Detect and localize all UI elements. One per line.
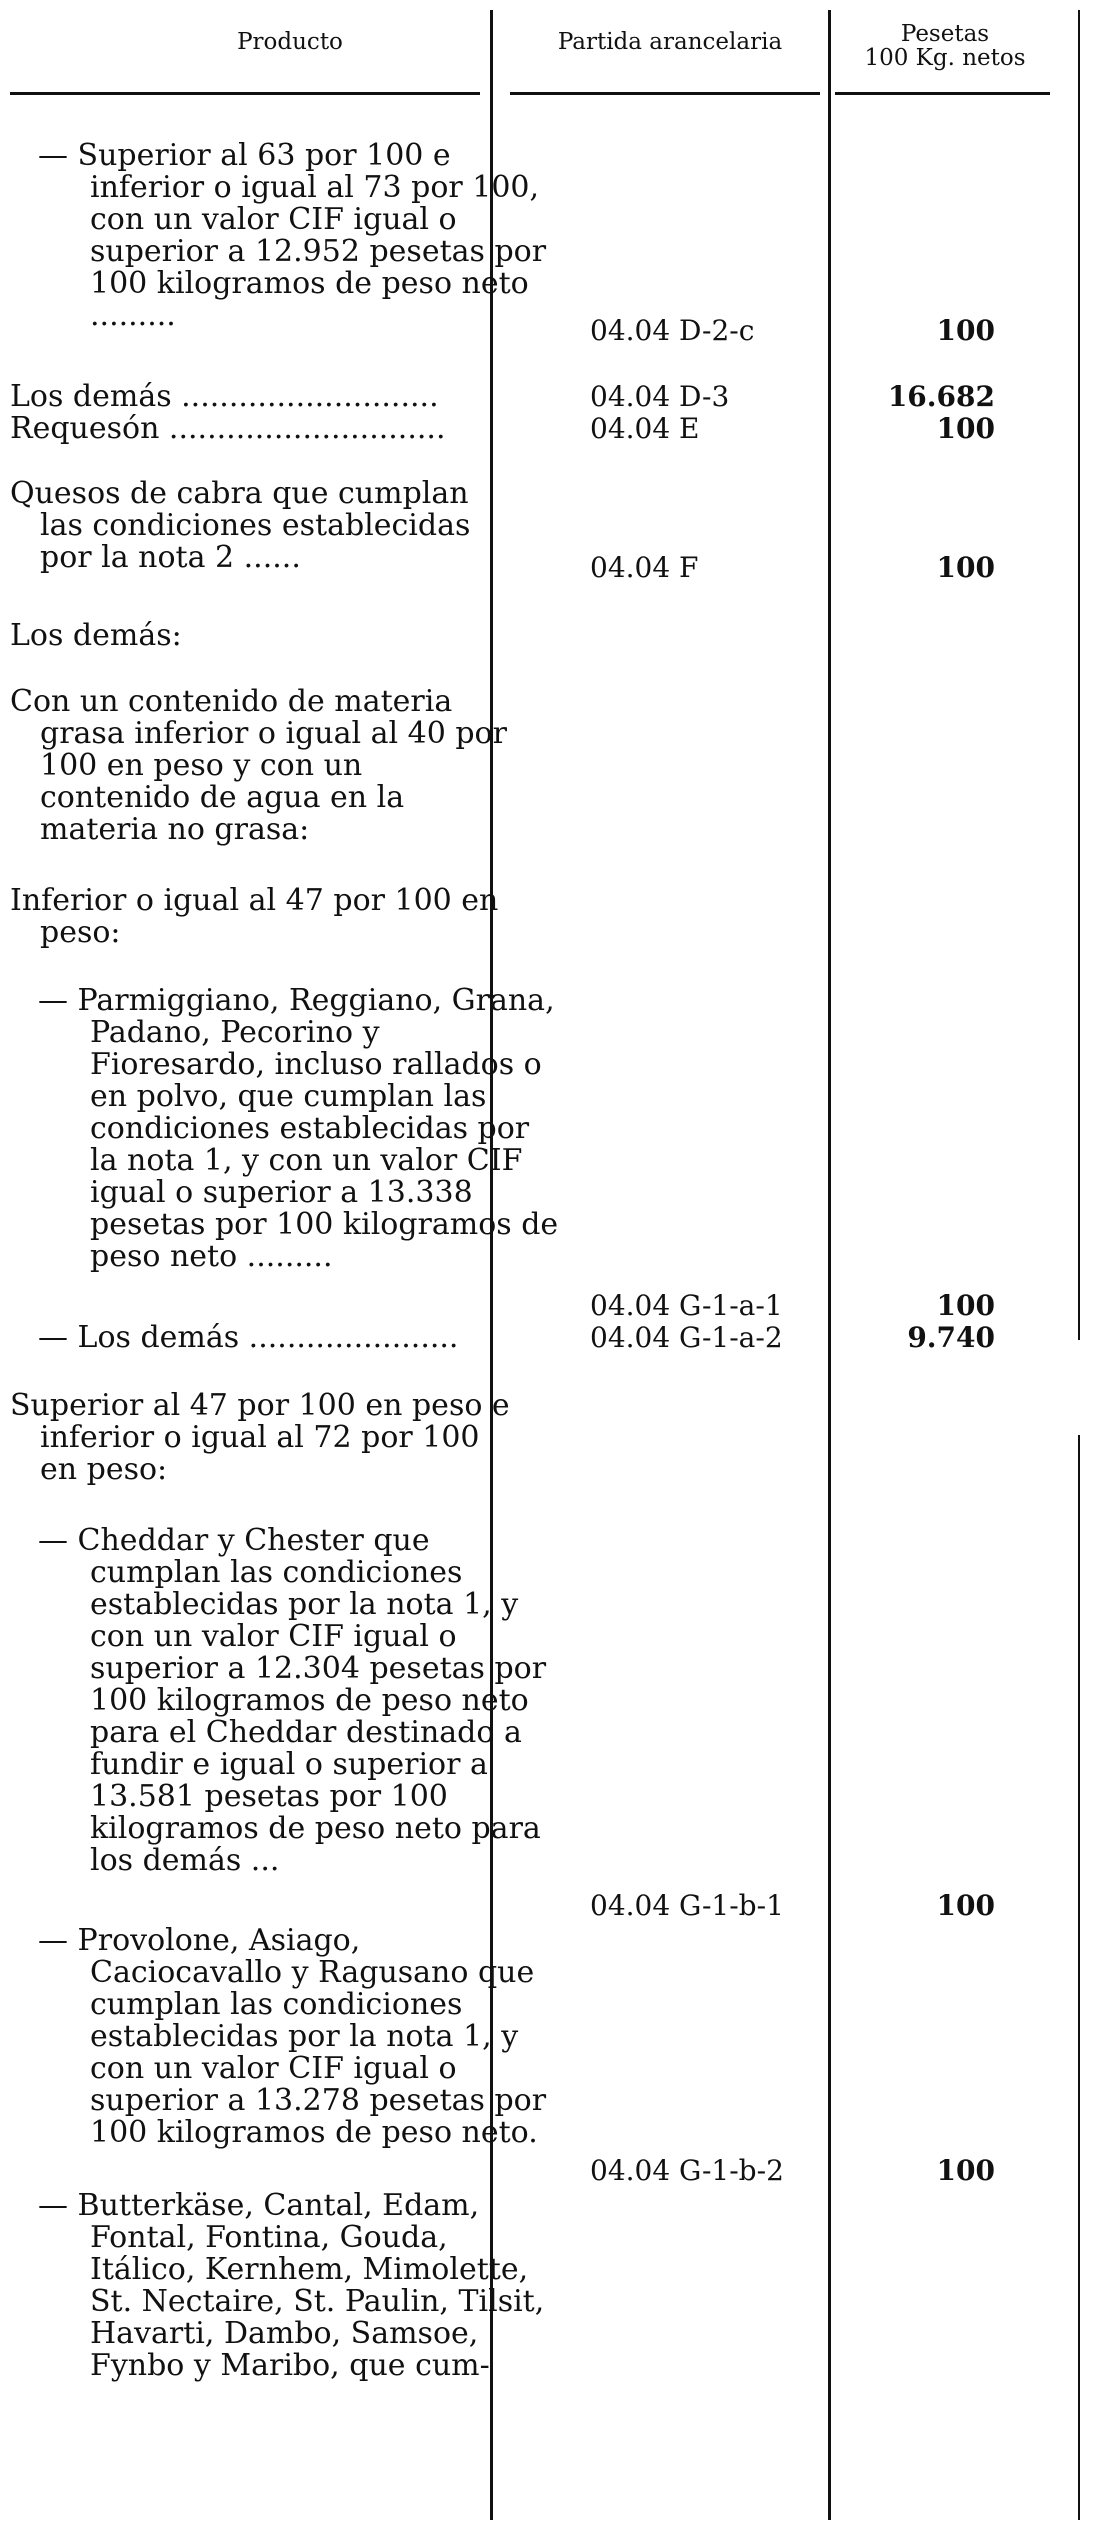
pesetas-value: 100: [936, 551, 995, 584]
header-rule-producto: [10, 92, 480, 95]
producto-entry: — Los demás ......................: [38, 1320, 459, 1355]
header-pesetas: [835, 22, 1055, 70]
pesetas-value: 9.740: [907, 1321, 995, 1354]
column-divider-right-top: [1078, 10, 1080, 1340]
producto-entry: Los demás:: [10, 618, 182, 653]
producto-entry: Superior al 47 por 100 en peso e inferior o igual al 72 por 100 en peso:: [10, 1388, 510, 1487]
partida-code: 04.04 D-2-c: [590, 314, 755, 347]
partida-code: 04.04 G-1-b-1: [590, 1889, 784, 1922]
producto-entry: Quesos de cabra que cumplan las condiciones establecidas por la nota 2 ......: [10, 476, 471, 575]
producto-entry: — Cheddar y Chester que cumplan las condiciones establecidas por la nota 1, y con un valor CIF igual o superior a 12.304 pesetas por 100 kilogramos de peso neto para el Cheddar destinado a fundir e igual o superior a 13.581 pesetas por 100 kilogramos de peso neto para los demás ...: [38, 1523, 547, 1878]
partida-code: 04.04 G-1-b-2: [590, 2154, 784, 2187]
header-partida: Partida arancelaria: [557, 29, 783, 55]
header-rule-pesetas: [835, 92, 1050, 95]
producto-entry: Requesón .............................: [10, 411, 446, 446]
header-rule-partida: [510, 92, 820, 95]
header-pesetas-line2: 100 Kg. netos: [864, 45, 1026, 71]
header-producto: Producto: [237, 29, 343, 55]
producto-entry: Inferior o igual al 47 por 100 en peso:: [10, 883, 499, 950]
column-divider-2: [828, 10, 831, 2520]
pesetas-value: 100: [936, 412, 995, 445]
producto-entry: Los demás ...........................: [10, 379, 439, 414]
partida-code: 04.04 F: [590, 551, 699, 584]
producto-entry: — Parmiggiano, Reggiano, Grana, Padano, Pecorino y Fioresardo, incluso rallados o en polvo, que cumplan las condiciones establecidas por la nota 1, y con un valor CIF igual o superior a 13.338 pesetas por 100 kilogramos de peso neto .........: [38, 983, 559, 1274]
partida-code: 04.04 G-1-a-2: [590, 1321, 783, 1354]
header-pesetas-line1: Pesetas: [900, 21, 990, 47]
producto-entry: Con un contenido de materia grasa inferior o igual al 40 por 100 en peso y con un contenido de agua en la materia no grasa:: [10, 684, 507, 847]
producto-entry: — Superior al 63 por 100 e inferior o igual al 73 por 100, con un valor CIF igual o superior a 12.952 pesetas por 100 kilogramos de peso neto .........: [38, 138, 547, 333]
pesetas-value: 100: [936, 1889, 995, 1922]
pesetas-value: 100: [936, 314, 995, 347]
column-divider-right-bottom: [1078, 1435, 1080, 2520]
producto-entry: — Butterkäse, Cantal, Edam, Fontal, Fontina, Gouda, Itálico, Kernhem, Mimolette, St. Nectaire, St. Paulin, Tilsit, Havarti, Dambo, Samsoe, Fynbo y Maribo, que cum-: [38, 2188, 545, 2383]
producto-entry: — Provolone, Asiago, Caciocavallo y Ragusano que cumplan las condiciones establecidas por la nota 1, y con un valor CIF igual o superior a 13.278 pesetas por 100 kilogramos de peso neto.: [38, 1923, 547, 2150]
partida-code: 04.04 E: [590, 412, 700, 445]
pesetas-value: 100: [936, 1289, 995, 1322]
pesetas-value: 100: [936, 2154, 995, 2187]
pesetas-value: 16.682: [887, 380, 995, 413]
partida-code: 04.04 G-1-a-1: [590, 1289, 783, 1322]
partida-code: 04.04 D-3: [590, 380, 730, 413]
